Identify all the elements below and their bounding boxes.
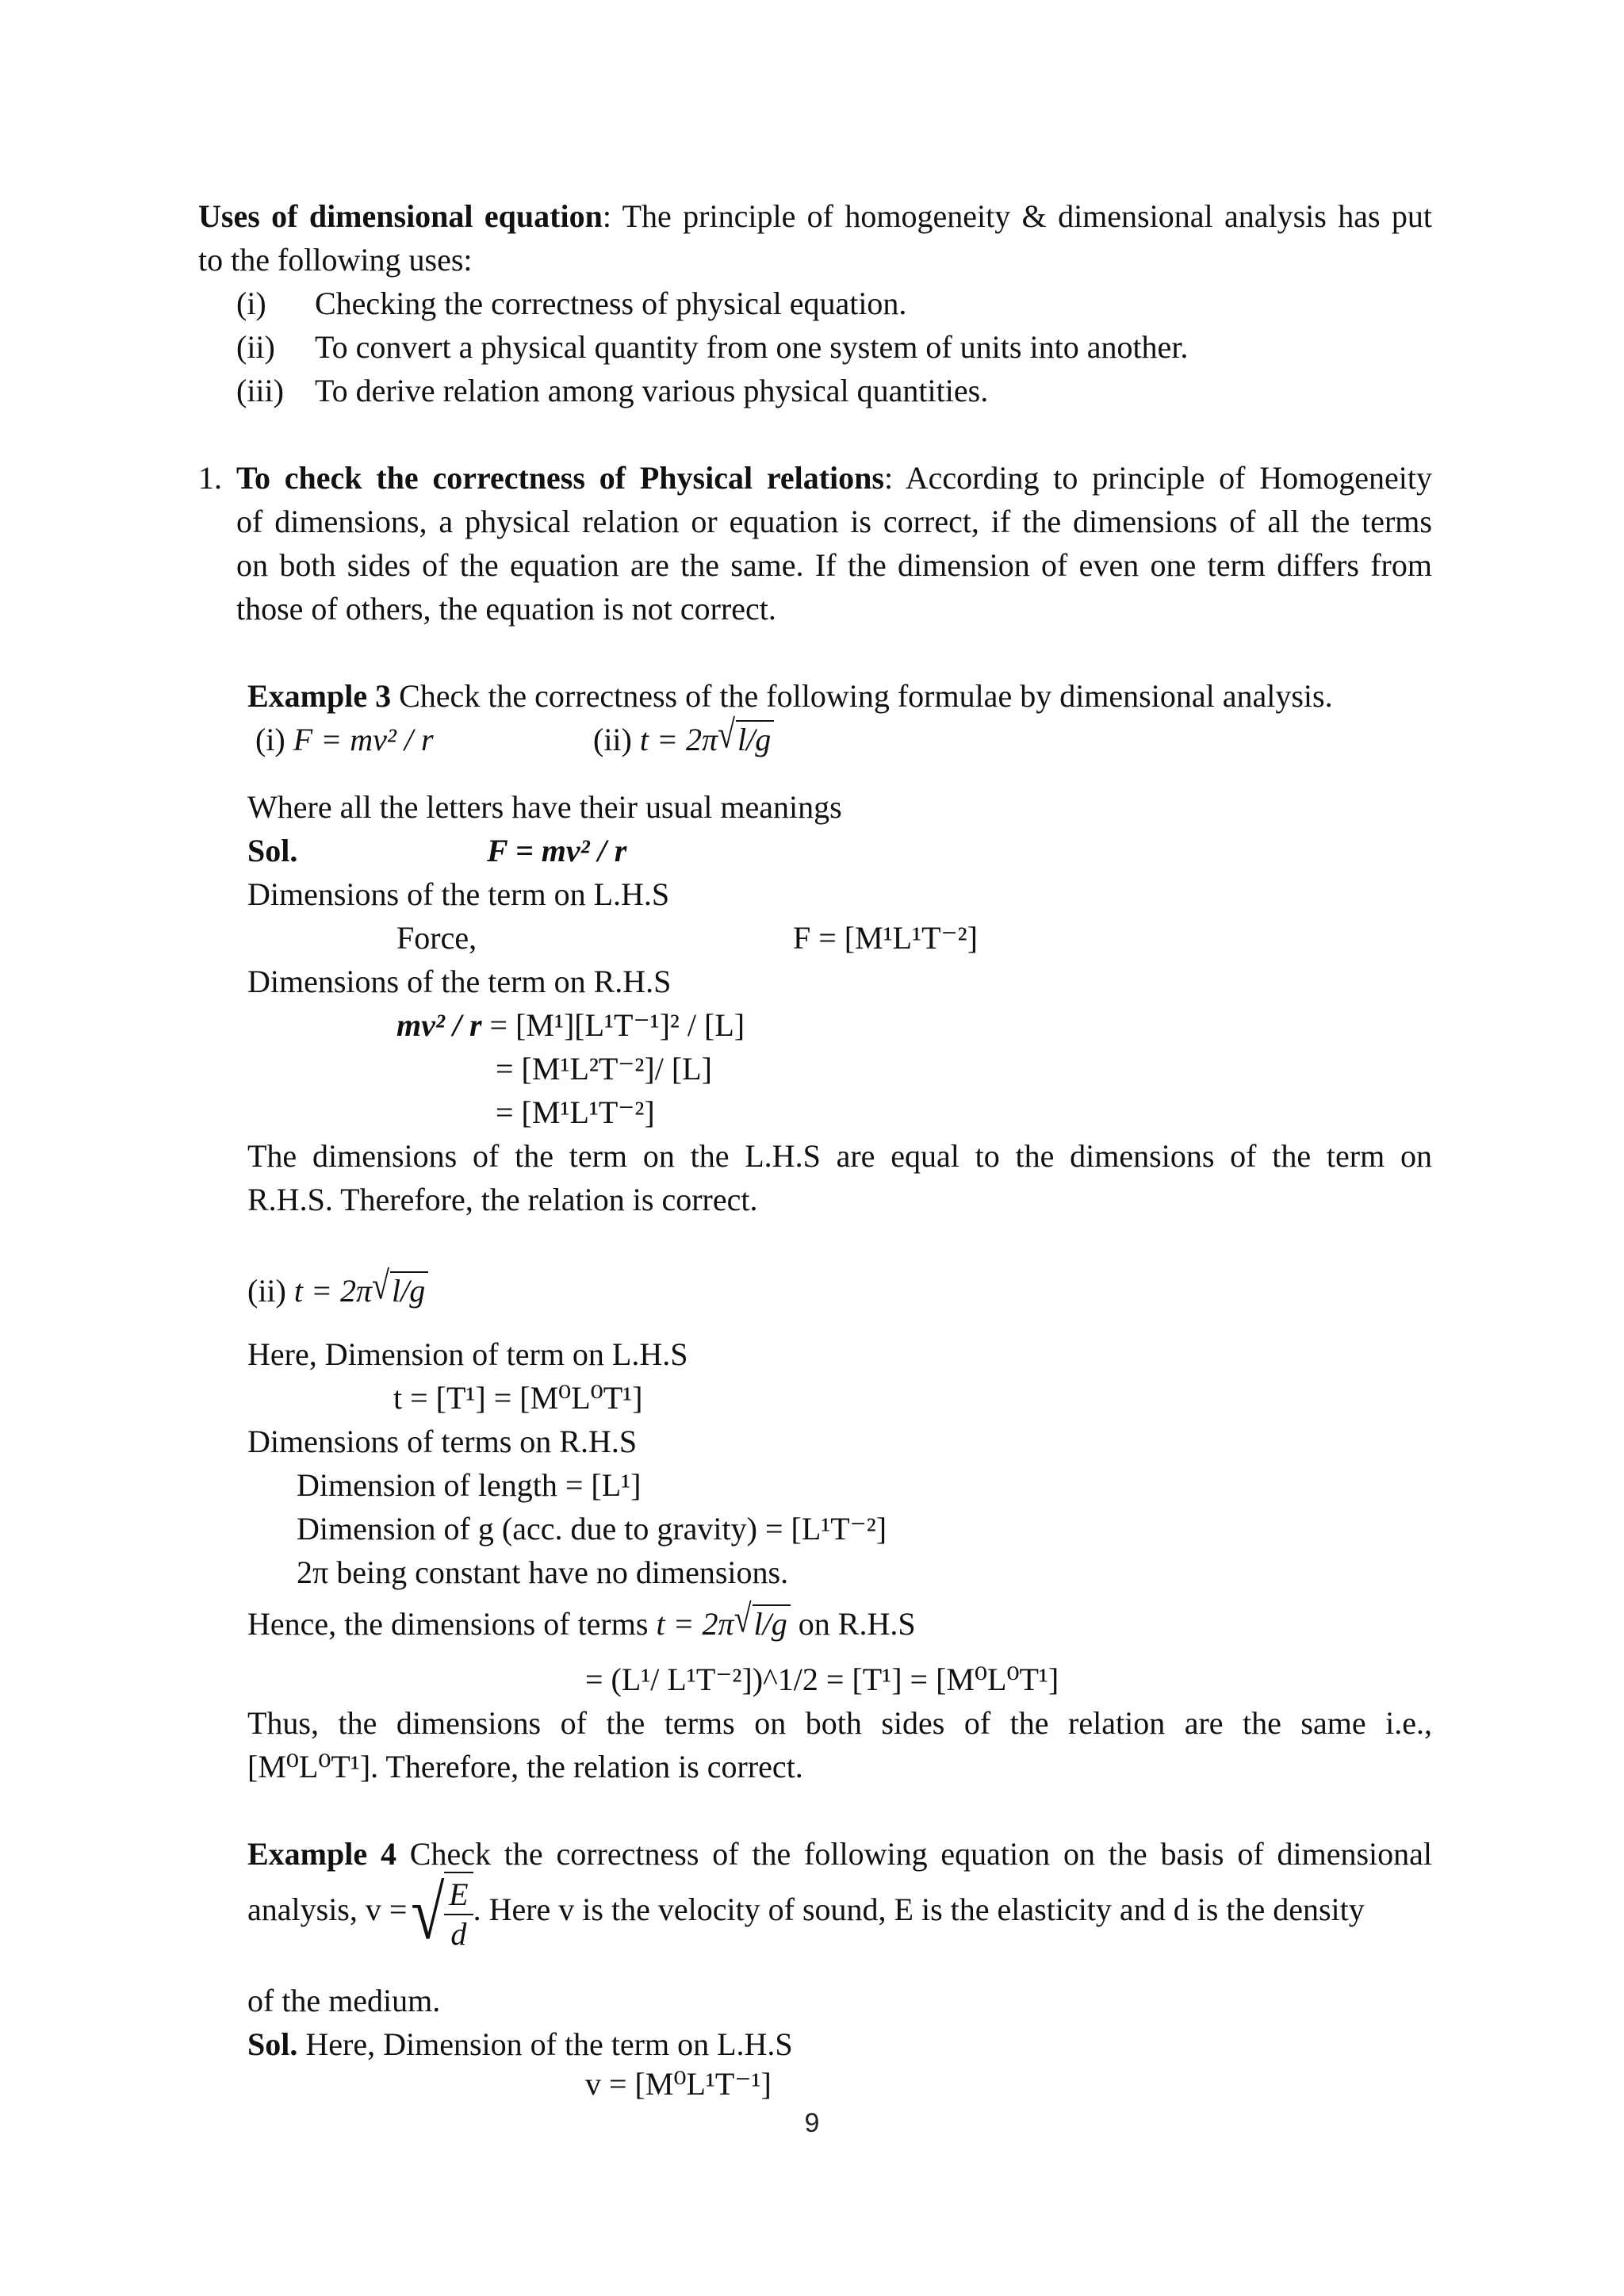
part2-root: l/g	[390, 1271, 428, 1309]
section1-line1-text: : According to principle of Homogeneity	[884, 460, 1432, 496]
uses-heading-bold: Uses of dimensional equation	[198, 198, 603, 234]
example3-heading	[247, 674, 1333, 718]
example3-sol-formula: F = mv² / r	[487, 833, 627, 868]
example4-label: Example 4	[247, 1836, 396, 1872]
example4-text: Check the correctness of the following equation on the basis of dimensional	[396, 1836, 1433, 1872]
fraction-denominator: d	[450, 1916, 467, 1953]
part2-hence-line	[247, 1596, 916, 1646]
example3-lhs-heading: Dimensions of the term on L.H.S	[247, 876, 670, 912]
part2-lhs: t = 2π	[293, 1273, 373, 1309]
example4-v-dim: v = [M⁰L¹T⁻¹]	[585, 2066, 772, 2102]
uses-heading-line2: to the following uses:	[198, 242, 473, 278]
section1-number: 1.	[198, 460, 222, 496]
formula-ii-prefix: (ii)	[593, 722, 640, 757]
example4-sol-text: Here, Dimension of the term on L.H.S	[297, 2026, 793, 2062]
formula-i: F = mv² / r	[293, 722, 434, 757]
part2-prefix: (ii)	[247, 1273, 294, 1309]
section1-line2: of dimensions, a physical relation or equation is correct, if the dimensions of all the terms	[236, 504, 1432, 539]
uses-heading-line1	[198, 194, 1432, 238]
part2-hence-tail: on R.H.S	[790, 1606, 916, 1642]
example3-sol-label	[247, 829, 297, 872]
part2-rhs-heading: Dimensions of terms on R.H.S	[247, 1424, 638, 1459]
part2-constant: 2π being constant have no dimensions.	[297, 1554, 789, 1590]
uses-item-num: (iii)	[236, 373, 284, 408]
example3-rhs-step3: = [M¹L¹T⁻²]	[496, 1094, 655, 1130]
sqrt-symbol: √ $\frac{E}{d}$	[407, 1872, 473, 1953]
sqrt-symbol: √l/g	[372, 1269, 428, 1313]
uses-heading-text: : The principle of homogeneity & dimensional analysis has put	[602, 198, 1432, 234]
example3-text: Check the correctness of the following formulae by dimensional analysis.	[391, 678, 1333, 714]
section1-bold: To check the correctness of Physical relations	[236, 460, 884, 496]
part2-thus-line1: Thus, the dimensions of the terms on both sides of the relation are the same i.e.,	[247, 1705, 1432, 1741]
sol-label: Sol.	[247, 833, 298, 868]
part2-hence-root: l/g	[753, 1604, 791, 1642]
uses-item-text: To derive relation among various physical quantities.	[315, 373, 989, 408]
part2-hence: Hence, the dimensions of terms	[247, 1606, 657, 1642]
analysis-prefix: analysis, v =	[247, 1892, 408, 1927]
formula-i-prefix: (i)	[255, 722, 293, 757]
part2-lhs-heading: Here, Dimension of term on L.H.S	[247, 1336, 688, 1372]
fraction	[444, 1876, 473, 1953]
example3-label: Example 3	[247, 678, 392, 714]
uses-item-text: Checking the correctness of physical equation.	[315, 286, 907, 321]
example3-formula-ii	[593, 711, 774, 761]
sol-label: Sol.	[247, 2026, 298, 2062]
rhs-term: mv² / r	[396, 1007, 482, 1043]
example3-conclusion-line1: The dimensions of the term on the L.H.S are equal to the dimensions of the term on	[247, 1138, 1432, 1174]
analysis-tail: . Here v is the velocity of sound, E is the elasticity and d is the density	[473, 1892, 1365, 1927]
example3-force-label: Force,	[396, 920, 477, 956]
section1-line3: on both sides of the equation are the same. If the dimension of even one term differs from	[236, 547, 1432, 583]
part2-thus-line2: [M⁰L⁰T¹]. Therefore, the relation is correct.	[247, 1749, 803, 1784]
part2-length-dim: Dimension of length = [L¹]	[297, 1467, 642, 1503]
example3-formula-i	[255, 718, 434, 761]
example3-part2-formula	[247, 1263, 428, 1313]
formula-ii-lhs: t = 2π	[639, 722, 718, 757]
section1-line1	[236, 456, 1432, 500]
page-number: 9	[804, 2108, 820, 2138]
example4-sol-line	[247, 2022, 793, 2066]
example4-analysis-line	[247, 1869, 1365, 1955]
example3-rhs-step2: = [M¹L²T⁻²]/ [L]	[496, 1051, 712, 1087]
part2-t-dim: t = [T¹] = [M⁰L⁰T¹]	[393, 1380, 643, 1416]
fraction-numerator: E	[444, 1876, 473, 1915]
example3-force-dim: F = [M¹L¹T⁻²]	[793, 920, 978, 956]
uses-item-num: (i)	[236, 286, 266, 321]
uses-item-num: (ii)	[236, 329, 275, 365]
formula-ii-root: l/g	[736, 720, 774, 757]
part2-hence-expr: t = 2π	[656, 1606, 734, 1642]
example3-rhs-step1	[396, 1003, 745, 1047]
example4-medium: of the medium.	[247, 1983, 441, 2018]
section1-line4: those of others, the equation is not correct.	[236, 591, 776, 627]
part2-g-dim: Dimension of g (acc. due to gravity) = [L¹T⁻²]	[297, 1511, 887, 1547]
sqrt-symbol: √l/g	[718, 718, 774, 761]
sqrt-symbol: √l/g	[734, 1602, 791, 1646]
example3-rhs-heading: Dimensions of the term on R.H.S	[247, 964, 672, 999]
example3-conclusion-line2: R.H.S. Therefore, the relation is correct.	[247, 1182, 758, 1217]
rhs-step1-text: = [M¹][L¹T⁻¹]² / [L]	[481, 1007, 745, 1043]
example4-heading	[247, 1832, 1432, 1876]
part2-calc: = (L¹/ L¹T⁻²])^1/2 = [T¹] = [M⁰L⁰T¹]	[585, 1662, 1059, 1697]
uses-item-text: To convert a physical quantity from one system of units into another.	[315, 329, 1189, 365]
example3-where: Where all the letters have their usual meanings	[247, 789, 842, 825]
